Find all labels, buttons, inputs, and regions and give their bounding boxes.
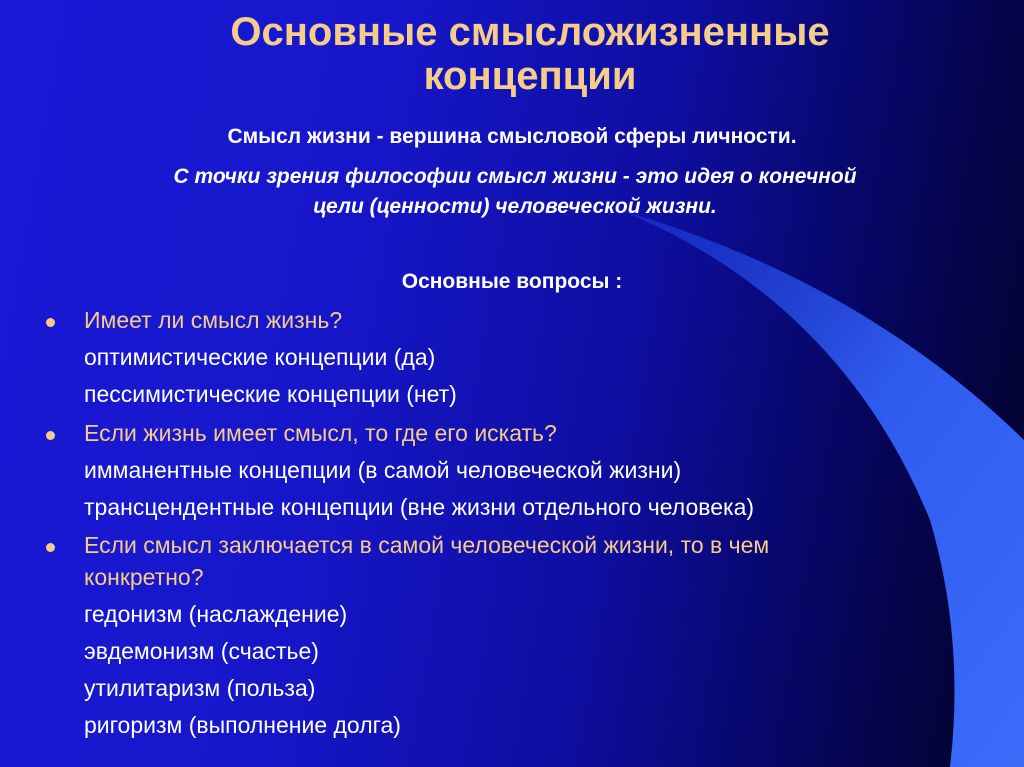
answer-rigorism: ригоризм (выполнение долга)	[84, 712, 401, 738]
questions-heading: Основные вопросы :	[401, 270, 623, 293]
answer-eudaemonism: эвдемонизм (счастье)	[84, 638, 319, 664]
title-line-2: концепции	[423, 54, 637, 98]
bullet-icon	[46, 318, 55, 327]
bullet-icon	[46, 543, 55, 552]
question-2: Если жизнь имеет смысл, то где его искать?	[84, 420, 557, 446]
intro-definition: Смысл жизни - вершина смысловой сферы личности.	[227, 125, 797, 148]
intro-philosophy-line-2: цели (ценности) человеческой жизни.	[313, 195, 717, 218]
answer-pessimistic: пессимистические концепции (нет)	[84, 381, 457, 407]
question-3-line-1: Если смысл заключается в самой человеческой жизни, то в чем	[84, 532, 770, 558]
answer-hedonism: гедонизм (наслаждение)	[84, 601, 348, 627]
answer-optimistic: оптимистические концепции (да)	[84, 344, 436, 370]
intro-philosophy	[40, 162, 990, 222]
question-1: Имеет ли смысл жизнь?	[84, 307, 343, 333]
answer-immanent: имманентные концепции (в самой человеческой жизни)	[84, 457, 682, 483]
question-3-line-2: конкретно?	[84, 564, 204, 590]
bullet-icon	[46, 431, 55, 440]
intro-philosophy-line-1: С точки зрения философии смысл жизни - это идея о конечной	[173, 165, 857, 188]
answer-utilitarianism: утилитаризм (польза)	[84, 675, 316, 701]
title-line-1: Основные смысложизненные	[230, 10, 830, 54]
slide-title	[0, 10, 1024, 98]
answer-transcendent: трансцендентные концепции (вне жизни отдельного человека)	[84, 494, 755, 520]
